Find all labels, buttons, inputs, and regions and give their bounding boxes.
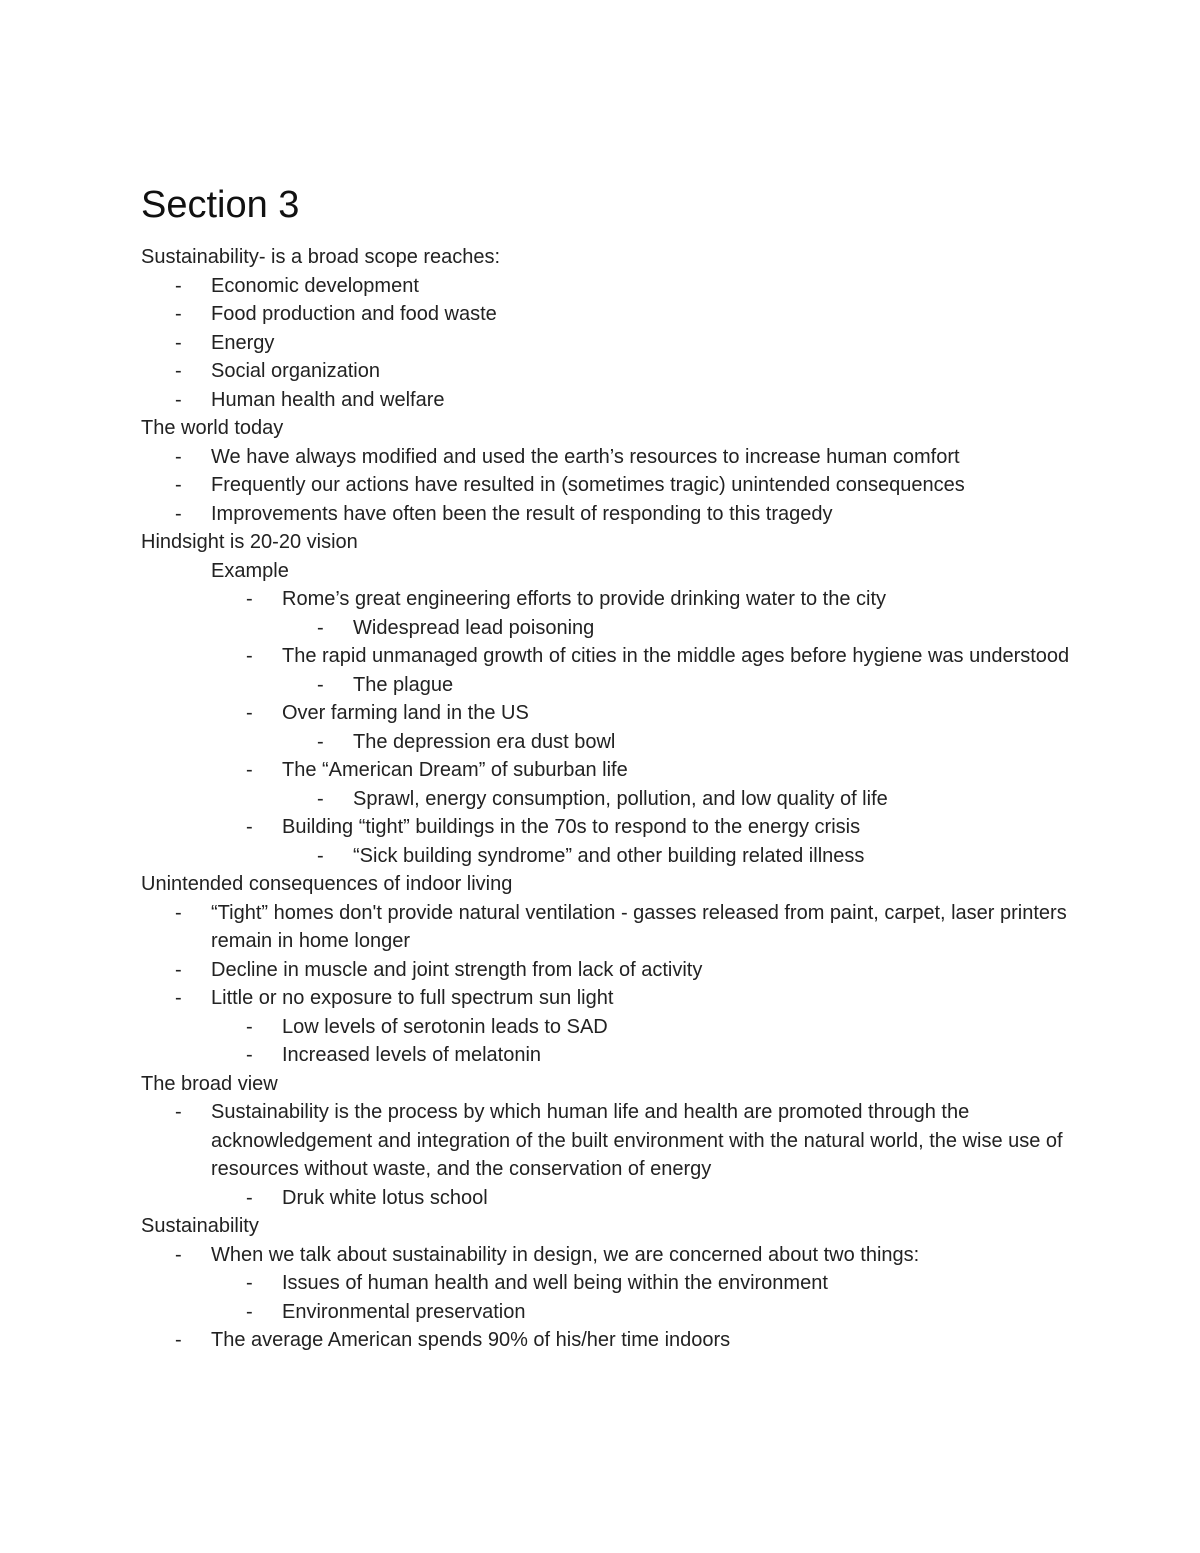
line-text: Example <box>211 559 289 582</box>
bullet-item <box>141 813 1071 842</box>
bullet-dash: - <box>175 958 182 981</box>
bullet-item <box>141 671 1071 700</box>
bullet-item <box>141 956 1071 985</box>
line-text: Building “tight” buildings in the 70s to respond to the energy crisis <box>282 816 861 838</box>
line-text: Increased levels of melatonin <box>282 1044 542 1066</box>
bullet-dash: - <box>175 360 182 382</box>
bullet-item <box>141 1098 1071 1184</box>
line-text: Improvements have often been the result of responding to this tragedy <box>211 502 833 525</box>
bullet-item <box>141 386 1071 415</box>
bullet-item <box>141 329 1071 358</box>
line-text: The rapid unmanaged growth of cities in the middle ages before hygiene was understood <box>282 645 1070 667</box>
bullet-dash: - <box>317 844 324 867</box>
bullet-item <box>141 300 1071 329</box>
bullet-dash: - <box>175 901 182 924</box>
bullet-dash: - <box>175 331 182 354</box>
line-text: We have always modified and used the earth’s resources to increase human comfort <box>211 445 960 468</box>
line-text: Environmental preservation <box>282 1300 526 1323</box>
bullet-item <box>141 899 1071 956</box>
line-text: The average American spends 90% of his/her time indoors <box>211 1329 731 1351</box>
bullet-dash: - <box>317 616 324 639</box>
bullet-item <box>141 471 1071 500</box>
line-text: “Sick building syndrome” and other building related illness <box>353 844 865 867</box>
bullet-dash: - <box>246 588 253 610</box>
bullet-item <box>141 1013 1071 1042</box>
line-text: Social organization <box>211 360 380 382</box>
line-text: The plague <box>353 673 454 696</box>
line-text: Sustainability- is a broad scope reaches: <box>141 246 501 268</box>
bullet-dash: - <box>246 1186 253 1209</box>
line-text: The world today <box>141 417 284 439</box>
bullet-item <box>141 500 1071 529</box>
bullet-dash: - <box>175 502 182 525</box>
bullet-dash: - <box>175 1101 182 1123</box>
heading-line <box>141 870 1071 899</box>
bullet-dash: - <box>246 1015 253 1038</box>
bullet-item <box>141 614 1071 643</box>
bullet-dash: - <box>246 1044 253 1066</box>
line-text: Rome’s great engineering efforts to provide drinking water to the city <box>282 588 887 610</box>
bullet-item <box>141 728 1071 757</box>
bullet-dash: - <box>175 1329 182 1351</box>
bullet-item <box>141 984 1071 1013</box>
bullet-dash: - <box>175 445 182 468</box>
bullet-dash: - <box>317 787 324 810</box>
bullet-item <box>141 642 1071 671</box>
bullet-dash: - <box>246 1272 253 1294</box>
sub-heading-line <box>141 557 1071 586</box>
bullet-dash: - <box>175 388 182 411</box>
line-text: When we talk about sustainability in design, we are concerned about two things: <box>211 1243 920 1266</box>
bullet-dash: - <box>246 702 253 724</box>
bullet-item <box>141 1298 1071 1327</box>
line-text: Low levels of serotonin leads to SAD <box>282 1015 608 1038</box>
bullet-dash: - <box>246 1300 253 1323</box>
notes-body <box>141 243 1071 1355</box>
heading-line <box>141 528 1071 557</box>
bullet-item <box>141 1326 1071 1355</box>
bullet-item <box>141 272 1071 301</box>
line-text: Unintended consequences of indoor living <box>141 873 513 895</box>
heading-line <box>141 243 1071 272</box>
bullet-item <box>141 756 1071 785</box>
bullet-item <box>141 1184 1071 1213</box>
heading-line <box>141 1212 1071 1241</box>
heading-line <box>141 1070 1071 1099</box>
line-text: Druk white lotus school <box>282 1186 488 1209</box>
line-text: Hindsight is 20-20 vision <box>141 531 358 553</box>
bullet-dash: - <box>175 303 182 325</box>
bullet-item <box>141 1041 1071 1070</box>
line-text: Widespread lead poisoning <box>353 616 595 639</box>
bullet-item <box>141 1241 1071 1270</box>
bullet-dash: - <box>175 474 182 496</box>
bullet-dash: - <box>246 816 253 838</box>
bullet-dash: - <box>175 1243 182 1266</box>
line-text: The depression era dust bowl <box>353 730 616 753</box>
bullet-dash: - <box>175 987 182 1009</box>
line-text: Energy <box>211 331 275 354</box>
bullet-dash: - <box>246 645 253 667</box>
line-text: Issues of human health and well being within the environment <box>282 1272 828 1294</box>
heading-line <box>141 414 1071 443</box>
line-text: Economic development <box>211 274 419 297</box>
bullet-item <box>141 785 1071 814</box>
line-text: Sprawl, energy consumption, pollution, and low quality of life <box>353 787 888 810</box>
line-text: Sustainability is the process by which human life and health are promoted through the acknowledgement and integration of the built environment with the natural world, the wise use of resources without waste, and the conservation of energy <box>211 1101 1063 1180</box>
line-text: Frequently our actions have resulted in (sometimes tragic) unintended consequences <box>211 474 965 496</box>
line-text: Human health and welfare <box>211 388 445 411</box>
line-text: Over farming land in the US <box>282 702 529 724</box>
bullet-item <box>141 443 1071 472</box>
bullet-dash: - <box>175 274 182 297</box>
line-text: “Tight” homes don't provide natural ventilation - gasses released from paint, carpet, laser printers remain in home longer <box>211 901 1067 952</box>
bullet-item <box>141 357 1071 386</box>
line-text: The broad view <box>141 1072 278 1095</box>
line-text: Little or no exposure to full spectrum sun light <box>211 987 614 1009</box>
line-text: The “American Dream” of suburban life <box>282 759 628 781</box>
bullet-item <box>141 585 1071 614</box>
page-title: Section 3 <box>141 184 300 226</box>
line-text: Sustainability <box>141 1215 259 1237</box>
bullet-dash: - <box>317 730 324 753</box>
line-text: Decline in muscle and joint strength from lack of activity <box>211 958 703 981</box>
bullet-dash: - <box>317 673 324 696</box>
line-text: Food production and food waste <box>211 303 497 325</box>
bullet-item <box>141 842 1071 871</box>
bullet-item <box>141 699 1071 728</box>
bullet-item <box>141 1269 1071 1298</box>
bullet-dash: - <box>246 759 253 781</box>
